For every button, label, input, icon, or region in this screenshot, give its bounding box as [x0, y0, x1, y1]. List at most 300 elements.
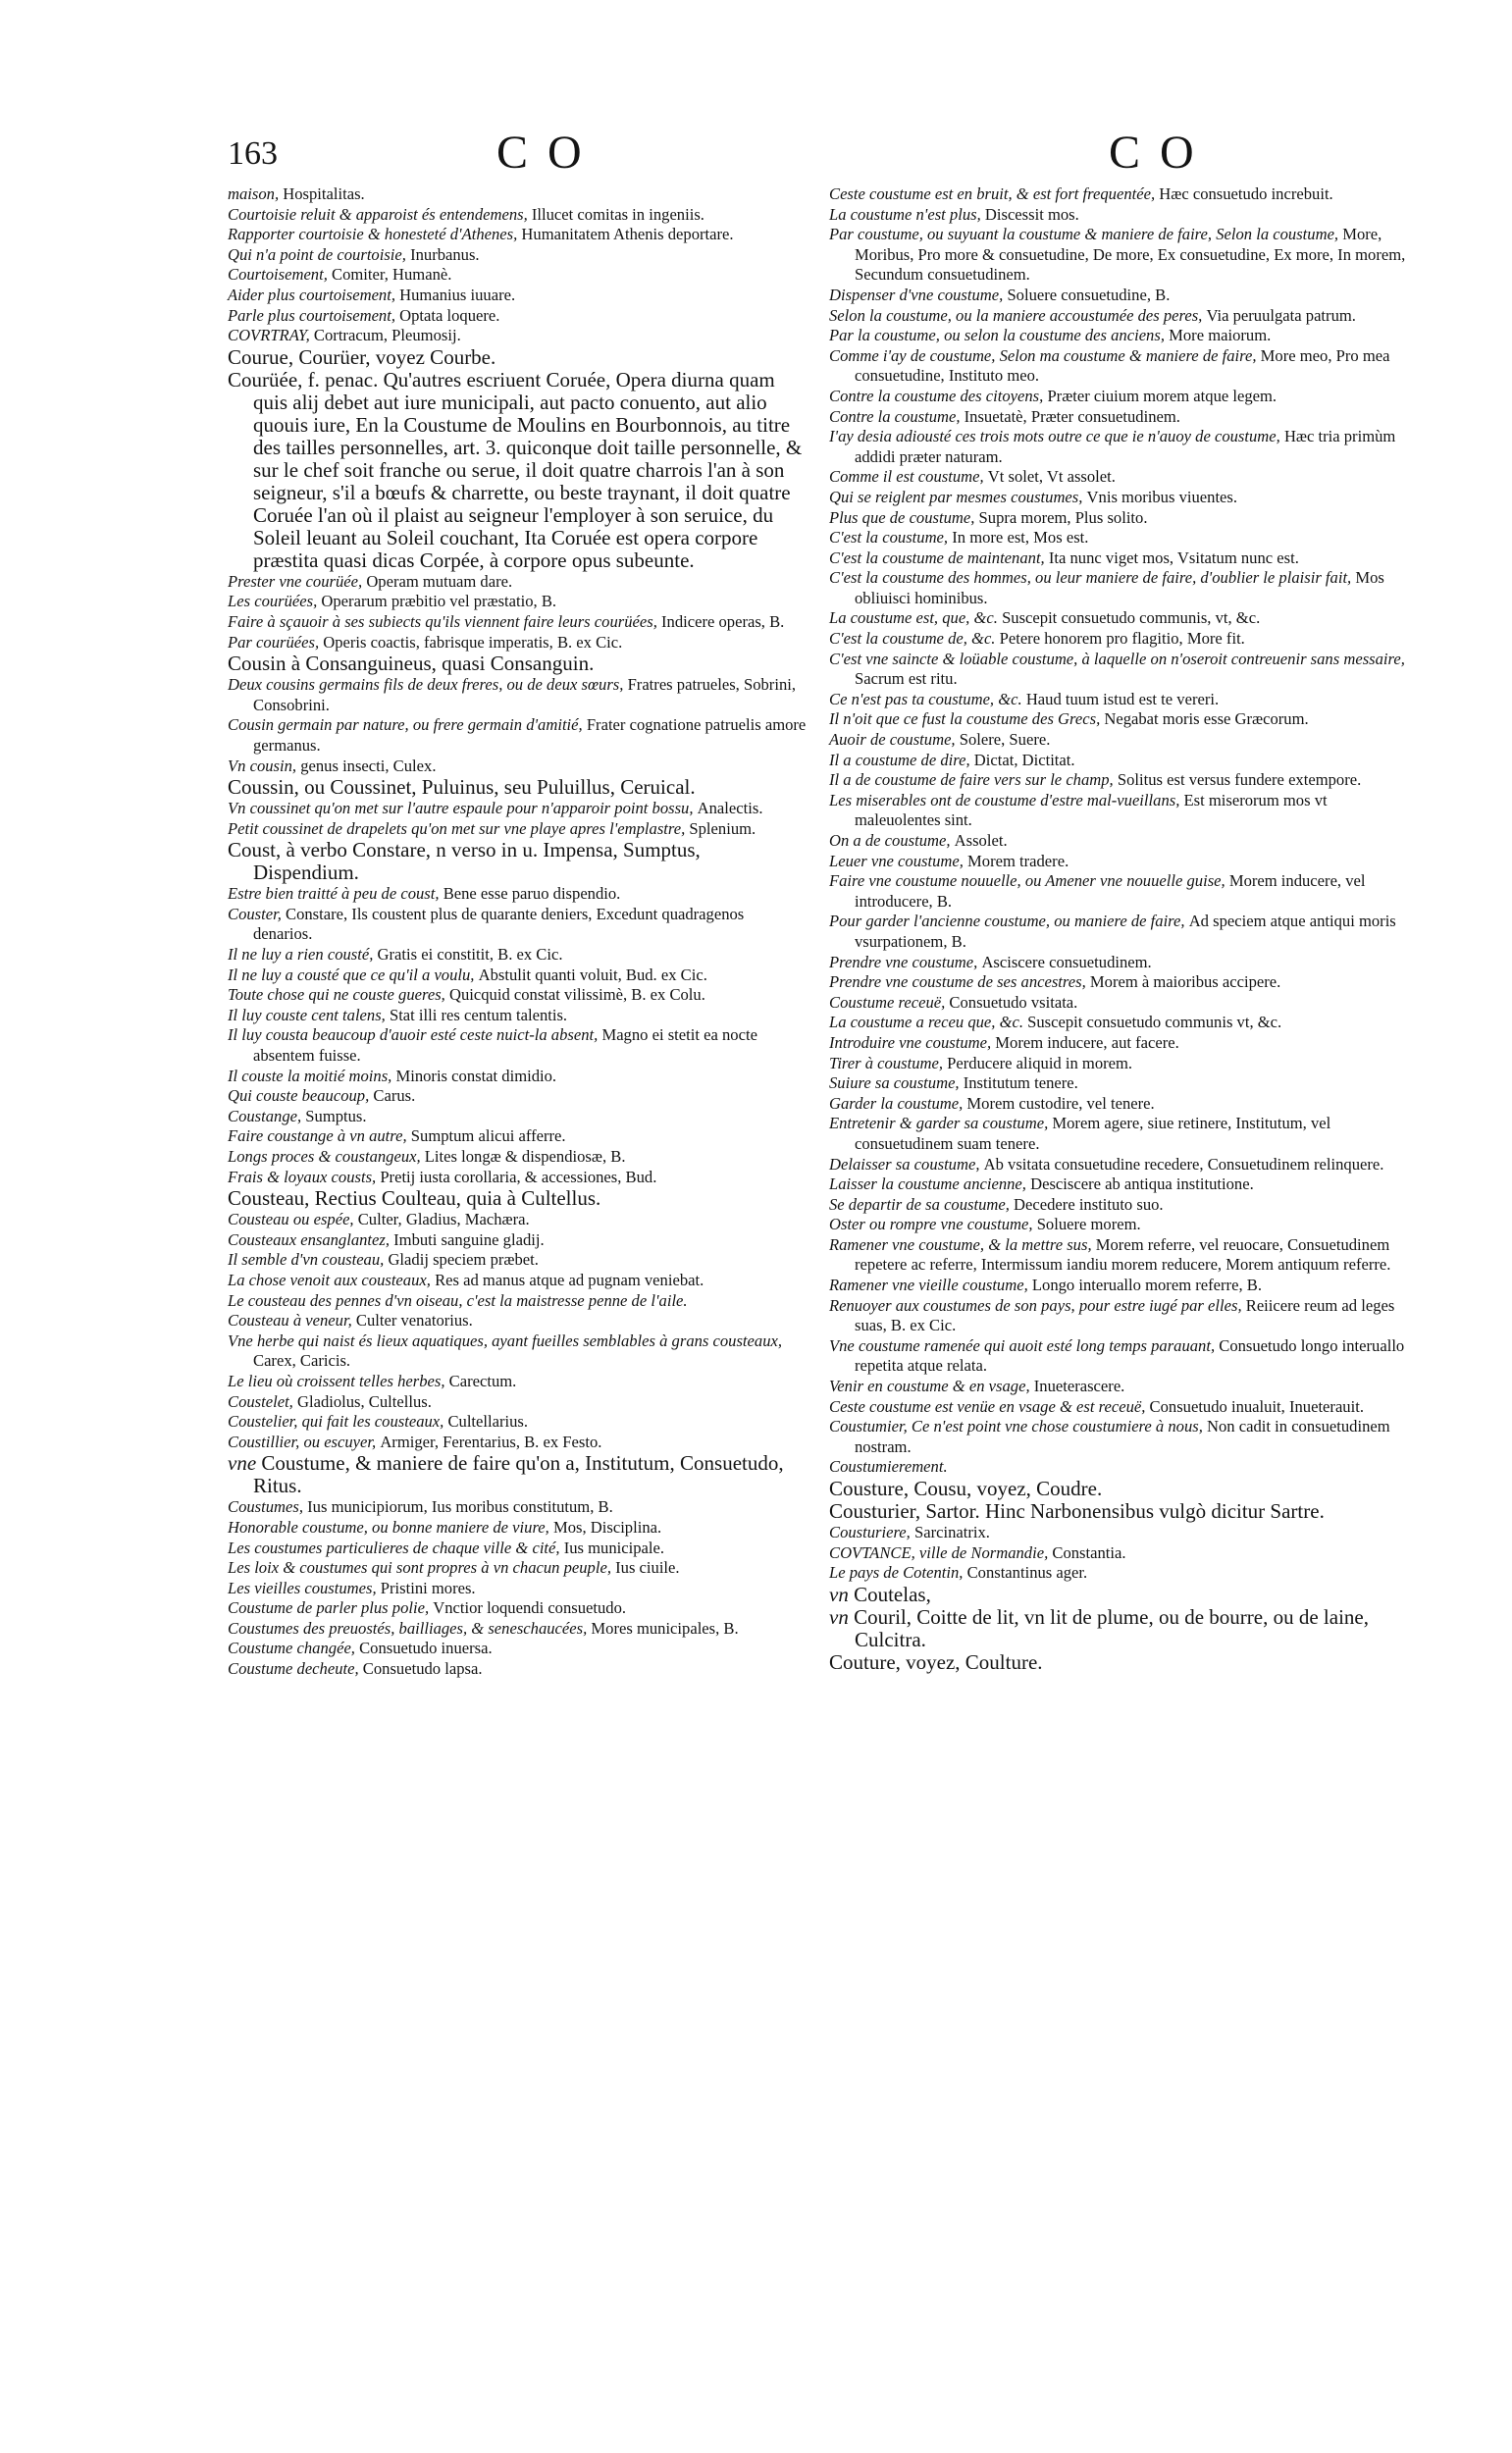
entry-latin: Optata loquere. — [399, 305, 500, 325]
dictionary-entry — [829, 791, 1408, 831]
dictionary-entry — [829, 1500, 1408, 1523]
entry-french: vn — [829, 1582, 855, 1606]
entry-french: Coustumes, — [228, 1497, 308, 1517]
entry-latin: Assolet. — [954, 831, 1008, 850]
entry-latin: Ius municipiorum, Ius moribus constitutum, B. — [307, 1497, 613, 1517]
dictionary-entry — [829, 912, 1408, 952]
dictionary-entry — [228, 1107, 807, 1127]
dictionary-entry — [829, 1377, 1408, 1397]
entry-latin: Constare, Ils coustent plus de quarante deniers, Excedunt quadragenos denarios. — [253, 904, 745, 944]
dictionary-entry — [829, 568, 1408, 608]
entry-french: C'est la coustume, — [829, 528, 953, 548]
entry-french: Coustume de parler plus polie, — [228, 1598, 434, 1618]
dictionary-entry — [228, 945, 807, 966]
dictionary-entry — [829, 407, 1408, 428]
entry-latin: More maiorum. — [1169, 326, 1272, 345]
dictionary-entry — [829, 690, 1408, 710]
entry-latin: Perducere aliquid in morem. — [947, 1053, 1133, 1072]
entry-latin: Humanitatem Athenis deportare. — [521, 225, 734, 244]
entry-french: Coustelet, — [228, 1391, 297, 1411]
entry-french: Faire coustange à vn autre, — [228, 1126, 411, 1146]
dictionary-entry — [228, 1579, 807, 1599]
entry-latin: Constantinus ager. — [966, 1563, 1088, 1583]
entry-french: Toute chose qui ne couste gueres, — [228, 985, 449, 1005]
entry-latin: Operis coactis, fabrisque imperatis, B. ex Cic. — [323, 632, 623, 652]
entry-french: Cousin germain par nature, ou frere germain d'amitié, — [228, 715, 587, 735]
entry-french: Petit coussinet de drapelets qu'on met sur vne playe apres l'emplastre, — [228, 818, 690, 838]
entry-latin: Fratres patrueles, Sobrini, Consobrini. — [253, 675, 796, 714]
entry-latin: Cortracum, Pleumosij. — [313, 326, 461, 345]
dictionary-entry — [829, 1013, 1408, 1033]
entry-french: Entretenir & garder sa coustume, — [829, 1114, 1053, 1133]
dictionary-entry — [829, 709, 1408, 730]
entry-latin: Pristini mores. — [380, 1578, 476, 1597]
entry-latin: Coustume, & maniere de faire qu'on a, Institutum, Consuetudo, Ritus. — [253, 1451, 784, 1498]
dictionary-entry — [228, 1147, 807, 1168]
entry-latin: Gladij speciem præbet. — [388, 1250, 539, 1270]
entry-latin: Frater cognatione patruelis amore germanus. — [253, 715, 807, 755]
entry-latin: Inurbanus. — [410, 244, 480, 264]
entry-latin: Soluere consuetudine, B. — [1007, 285, 1171, 304]
entry-latin: Illucet comitas in ingeniis. — [531, 204, 704, 224]
entry-french: Cousteau ou espée, — [228, 1210, 358, 1229]
entry-latin: Indicere operas, B. — [661, 611, 785, 631]
entry-latin: Magno ei stetit ea nocte absentem fuisse. — [253, 1025, 757, 1066]
entry-french: Vne herbe qui naist és lieux aquatiques, ayant fueilles semblables à grans cousteaux, — [228, 1331, 783, 1350]
running-head-right: C O — [1109, 127, 1198, 179]
dictionary-entry — [829, 548, 1408, 569]
dictionary-entry — [829, 1584, 1408, 1606]
entry-latin: Mores municipales, B. — [591, 1618, 739, 1638]
entry-french: Prendre vne coustume, — [829, 952, 982, 971]
entry-french: Dispenser d'vne coustume, — [829, 285, 1008, 304]
entry-latin: Cousin à Consanguineus, quasi Consanguin. — [228, 652, 595, 676]
entry-latin: Ius municipale. — [563, 1538, 665, 1557]
entry-latin: Solitus est versus fundere extempore. — [1117, 770, 1362, 790]
entry-latin: Quicquid constat vilissimè, B. ex Colu. — [448, 985, 705, 1005]
entry-latin: Discessit mos. — [984, 204, 1079, 224]
entry-french: Ramener vne vieille coustume, — [829, 1276, 1032, 1295]
entry-french: Vne coustume ramenée qui auoit esté long temps parauant, — [829, 1335, 1220, 1355]
entry-latin: Hospitalitas. — [283, 184, 365, 203]
entry-french: Selon la coustume, ou la maniere accoustumée des peres, — [829, 305, 1207, 325]
entry-french: Il ne luy a cousté que ce qu'il a voulu, — [228, 965, 479, 984]
entry-latin: Carectum. — [448, 1371, 517, 1390]
dictionary-entry — [228, 1412, 807, 1433]
dictionary-entry — [228, 652, 807, 675]
dictionary-entry — [228, 326, 807, 346]
entry-french: Cousteau à veneur, — [228, 1311, 356, 1331]
dictionary-entry — [228, 1497, 807, 1518]
entry-french: Parle plus courtoisement, — [228, 305, 400, 325]
dictionary-entry — [228, 1086, 807, 1107]
dictionary-entry — [228, 1518, 807, 1539]
dictionary-entry — [228, 757, 807, 777]
entry-french: COVTANCE, ville de Normandie, — [829, 1542, 1053, 1562]
dictionary-entry — [228, 1452, 807, 1497]
entry-french: Coustume changée, — [228, 1639, 360, 1658]
entry-french: Comme il est coustume, — [829, 467, 988, 487]
entry-french: Coustillier, ou escuyer, — [228, 1432, 381, 1451]
entry-latin: Pretij iusta corollaria, & accessiones, Bud. — [380, 1167, 657, 1186]
entry-french: Laisser la coustume ancienne, — [829, 1174, 1031, 1194]
entry-latin: Analectis. — [697, 799, 763, 818]
dictionary-entry — [829, 1235, 1408, 1276]
entry-french: Garder la coustume, — [829, 1093, 967, 1113]
dictionary-entry — [228, 819, 807, 840]
entry-french: Courtoisement, — [228, 265, 333, 285]
entry-latin: Coust, à verbo Constare, n verso in u. Impensa, Sumptus, Dispendium. — [228, 838, 701, 885]
entry-french: Vn coussinet qu'on met sur l'autre espaule pour n'apparoir point bossu, — [228, 799, 698, 818]
dictionary-entry — [228, 1168, 807, 1188]
entry-french: Renuoyer aux coustumes de son pays, pour estre iugé par elles, — [829, 1295, 1246, 1315]
entry-latin: Gratis ei constitit, B. ex Cic. — [377, 945, 563, 965]
entry-latin: Morem inducere, aut facere. — [995, 1032, 1179, 1052]
entry-french: Il n'oit que ce fust la coustume des Grecs, — [829, 709, 1105, 729]
entry-french: Contre la coustume des citoyens, — [829, 386, 1048, 405]
dictionary-entry — [829, 1033, 1408, 1054]
entry-french: La chose venoit aux cousteaux, — [228, 1270, 436, 1289]
entry-latin: Culter, Gladius, Machæra. — [357, 1210, 530, 1229]
page-header — [0, 126, 1512, 184]
entry-french: Suiure sa coustume, — [829, 1073, 964, 1093]
dictionary-entry — [228, 776, 807, 799]
entry-french: Plus que de coustume, — [829, 507, 979, 527]
entry-french: Le cousteau des pennes d'vn oiseau, c'est la maistresse penne de l'aile. — [228, 1290, 688, 1310]
entry-french: Le pays de Cotentin, — [829, 1563, 967, 1583]
dictionary-entry — [829, 972, 1408, 993]
entry-latin: Insuetatè, Præter consuetudinem. — [964, 406, 1180, 426]
entry-latin: Couture, voyez, Coulture. — [829, 1649, 1043, 1674]
dictionary-entry — [829, 1296, 1408, 1336]
dictionary-entry — [228, 346, 807, 369]
dictionary-entry — [829, 852, 1408, 872]
dictionary-entry — [829, 225, 1408, 286]
entry-latin: Cousteau, Rectius Coulteau, quia à Cultellus. — [228, 1186, 601, 1211]
entry-latin: genus insecti, Culex. — [300, 756, 437, 775]
dictionary-entry — [228, 1598, 807, 1619]
dictionary-entry — [829, 953, 1408, 973]
entry-french: Longs proces & coustangeux, — [228, 1147, 425, 1166]
right-column — [829, 184, 1408, 1674]
entry-latin: Sumptus. — [305, 1106, 367, 1125]
entry-french: Coustumierement. — [829, 1457, 948, 1477]
entry-french: Ceste coustume est venüe en vsage & est receuë, — [829, 1396, 1150, 1416]
entry-latin: Cultellarius. — [447, 1412, 529, 1432]
entry-french: Couster, — [228, 904, 287, 923]
entry-french: Delaisser sa coustume, — [829, 1154, 984, 1174]
entry-latin: Morem agere, siue retinere, Institutum, vel consuetudinem suam tenere. — [855, 1114, 1331, 1153]
entry-latin: Reiicere reum ad leges suas, B. ex Cic. — [855, 1295, 1395, 1335]
running-head-left: C O — [496, 127, 586, 179]
entry-french: Qui n'a point de courtoisie, — [228, 244, 411, 264]
entry-french: Coustumier, Ce n'est point vne chose coustumiere à nous, — [829, 1417, 1208, 1436]
entry-latin: Hæc consuetudo increbuit. — [1159, 184, 1333, 203]
entry-french: maison, — [228, 184, 284, 203]
dictionary-entry — [829, 1478, 1408, 1500]
entry-latin: Solere, Suere. — [959, 730, 1051, 750]
entry-french: Qui se reiglent par mesmes coustumes, — [829, 487, 1087, 506]
entry-latin: Morem inducere, vel introducere, B. — [855, 871, 1366, 911]
entry-french: Tirer à coustume, — [829, 1053, 948, 1072]
entry-latin: Operarum præbitio vel præstatio, B. — [321, 592, 557, 611]
dictionary-entry — [228, 633, 807, 653]
entry-french: I'ay desia adiousté ces trois mots outre ce que ie n'auoy de coustume, — [829, 427, 1284, 446]
entry-latin: Sarcinatrix. — [913, 1523, 990, 1541]
entry-french: C'est vne saincte & loüable coustume, à laquelle on n'oseroit contreuenir sans messaire, — [829, 649, 1405, 668]
entry-french: Coustume decheute, — [228, 1659, 363, 1679]
entry-latin: Consuetudo inualuit, Inueterauit. — [1149, 1396, 1364, 1416]
entry-latin: Dictat, Dictitat. — [973, 750, 1075, 769]
dictionary-entry — [829, 1276, 1408, 1296]
entry-latin: Gladiolus, Cultellus. — [296, 1391, 432, 1411]
dictionary-entry — [829, 831, 1408, 852]
dictionary-entry — [829, 1073, 1408, 1094]
dictionary-entry — [829, 205, 1408, 226]
entry-latin: Desciscere ab antiqua institutione. — [1030, 1174, 1254, 1194]
dictionary-entry — [228, 1372, 807, 1392]
dictionary-entry — [829, 1543, 1408, 1564]
entry-french: Comme i'ay de coustume, Selon ma coustume & maniere de faire, — [829, 345, 1261, 365]
entry-french: Par la coustume, ou selon la coustume des anciens, — [829, 326, 1170, 345]
dictionary-entry — [829, 528, 1408, 548]
dictionary-entry — [228, 905, 807, 945]
dictionary-entry — [829, 1563, 1408, 1584]
entry-french: Cousturiere, — [829, 1523, 914, 1541]
dictionary-entry — [228, 1230, 807, 1251]
entry-latin: Longo interuallo morem referre, B. — [1031, 1276, 1262, 1295]
entry-french: Coustelier, qui fait les cousteaux, — [228, 1412, 448, 1432]
dictionary-entry — [228, 1126, 807, 1147]
entry-latin: More meo, Pro mea consuetudine, Instituto meo. — [855, 345, 1390, 386]
dictionary-entry — [228, 572, 807, 593]
entry-latin: Comiter, Humanè. — [332, 265, 452, 285]
entry-latin: Consuetudo longo interuallo repetita atque relata. — [855, 1335, 1405, 1376]
dictionary-entry — [228, 592, 807, 612]
entry-latin: Via peruulgata patrum. — [1206, 305, 1356, 325]
entry-latin: Carex, Caricis. — [253, 1351, 351, 1371]
entry-latin: Vnctior loquendi consuetudo. — [433, 1598, 627, 1618]
entry-latin: Institutum tenere. — [963, 1073, 1078, 1093]
entry-latin: Imbuti sanguine gladij. — [393, 1229, 545, 1249]
dictionary-entry — [228, 286, 807, 306]
dictionary-entry — [228, 1619, 807, 1640]
entry-french: Il luy cousta beaucoup d'auoir esté ceste nuict-la absent, — [228, 1025, 602, 1045]
entry-french: Introduire vne coustume, — [829, 1032, 996, 1052]
entry-french: Coustume receuë, — [829, 992, 950, 1012]
dictionary-entry — [228, 799, 807, 819]
entry-french: Il couste la moitié moins, — [228, 1066, 396, 1085]
entry-french: Les courüées, — [228, 592, 322, 611]
entry-latin: Supra morem, Plus solito. — [978, 507, 1148, 527]
entry-latin: Couril, Coitte de lit, vn lit de plume, ou de bourre, ou de laine, Culcitra. — [854, 1604, 1369, 1651]
entry-french: Les coustumes particulieres de chaque ville & cité, — [228, 1538, 564, 1557]
dictionary-entry — [228, 675, 807, 715]
dictionary-entry — [228, 306, 807, 327]
entry-latin: Sumptum alicui afferre. — [410, 1126, 566, 1146]
entry-french: Oster ou rompre vne coustume, — [829, 1215, 1037, 1234]
entry-french: C'est la coustume des hommes, ou leur maniere de faire, d'oublier le plaisir fait, — [829, 568, 1356, 588]
dictionary-entry — [829, 608, 1408, 629]
entry-latin: Morem tradere. — [967, 851, 1069, 870]
entry-latin: Humanius iuuare. — [399, 285, 516, 304]
dictionary-entry — [228, 1558, 807, 1579]
entry-latin: Consuetudo vsitata. — [949, 992, 1078, 1012]
entry-french: Coustange, — [228, 1106, 306, 1125]
entry-french: Ceste coustume est en bruit, & est fort frequentée, — [829, 184, 1160, 203]
entry-latin: Sacrum est ritu. — [855, 669, 958, 689]
entry-latin: Morem à maioribus accipere. — [1089, 972, 1281, 992]
entry-french: Par coustume, ou suyuant la coustume & maniere de faire, Selon la coustume, — [829, 225, 1343, 244]
dictionary-entry — [228, 184, 807, 205]
dictionary-entry — [829, 650, 1408, 690]
dictionary-entry — [228, 1331, 807, 1372]
dictionary-entry — [228, 265, 807, 286]
page-number: 163 — [228, 135, 278, 172]
dictionary-entry — [829, 1397, 1408, 1418]
entry-latin: In more est, Mos est. — [952, 528, 1089, 548]
entry-latin: Cousture, Cousu, voyez, Coudre. — [829, 1477, 1103, 1500]
entry-french: Prendre vne coustume de ses ancestres, — [829, 972, 1090, 992]
dictionary-entry — [829, 770, 1408, 791]
entry-latin: Stat illi res centum talentis. — [389, 1005, 568, 1024]
dictionary-entry — [829, 730, 1408, 751]
entry-french: Cousteaux ensanglantez, — [228, 1229, 394, 1249]
dictionary-entry — [829, 1417, 1408, 1457]
entry-latin: Morem referre, vel reuocare, Consuetudinem repetere ac referre, Intermissum iandiu morem reducere, Morem antiquum referre. — [855, 1234, 1391, 1275]
dictionary-entry — [228, 966, 807, 986]
entry-french: Courtoisie reluit & apparoist és entendemens, — [228, 204, 532, 224]
entry-latin: Res ad manus atque ad pugnam veniebat. — [435, 1270, 704, 1289]
dictionary-entry — [228, 225, 807, 245]
dictionary-entry — [829, 488, 1408, 508]
dictionary-entry — [829, 1174, 1408, 1195]
entry-french: Honorable coustume, ou bonne maniere de viure, — [228, 1517, 553, 1537]
entry-latin: Negabat moris esse Græcorum. — [1104, 709, 1309, 729]
entry-french: Il a de coustume de faire vers sur le champ, — [829, 770, 1118, 790]
entry-latin: Ius ciuile. — [615, 1558, 680, 1578]
dictionary-entry — [228, 985, 807, 1006]
entry-french: Les loix & coustumes qui sont propres à vn chacun peuple, — [228, 1558, 616, 1578]
entry-french: Leuer vne coustume, — [829, 851, 968, 870]
dictionary-entry — [829, 1457, 1408, 1478]
entry-latin: Abstulit quanti voluit, Bud. ex Cic. — [478, 965, 707, 984]
dictionary-entry — [228, 1271, 807, 1291]
entry-latin: Minoris constat dimidio. — [395, 1066, 557, 1085]
dictionary-entry — [829, 1523, 1408, 1543]
entry-latin: Haud tuum istud est te vereri. — [1025, 689, 1220, 708]
entry-latin: Ab vsitata consuetudine recedere, Consuetudinem relinquere. — [983, 1154, 1384, 1174]
entry-latin: Cousturier, Sartor. Hinc Narbonensibus vulgò dicitur Sartre. — [829, 1499, 1325, 1523]
dictionary-entry — [228, 1210, 807, 1230]
dictionary-entry — [829, 1651, 1408, 1674]
dictionary-entry — [228, 1639, 807, 1659]
entry-latin: Morem custodire, vel tenere. — [966, 1093, 1155, 1113]
entry-latin: Lites longæ & dispendiosæ, B. — [424, 1147, 626, 1166]
entry-latin: Consuetudo inuersa. — [359, 1639, 493, 1658]
entry-french: La coustume a receu que, &c. — [829, 1013, 1028, 1032]
entry-french: La coustume est, que, &c. — [829, 608, 1003, 628]
entry-latin: Armiger, Ferentarius, B. ex Festo. — [380, 1432, 602, 1451]
dictionary-entry — [228, 1067, 807, 1087]
entry-french: Il a coustume de dire, — [829, 750, 974, 769]
dictionary-entry — [829, 467, 1408, 488]
entry-french: Se departir de sa coustume, — [829, 1194, 1015, 1214]
entry-french: Le lieu où croissent telles herbes, — [228, 1371, 449, 1390]
entry-french: Les vieilles coustumes, — [228, 1578, 381, 1597]
dictionary-entry — [228, 1025, 807, 1066]
entry-french: Pour garder l'ancienne coustume, ou maniere de faire, — [829, 912, 1189, 931]
entry-french: Contre la coustume, — [829, 406, 965, 426]
dictionary-entry — [228, 245, 807, 266]
entry-latin: Mos obliuisci hominibus. — [855, 568, 1384, 607]
entry-french: Aider plus courtoisement, — [228, 285, 400, 304]
dictionary-entry — [829, 1094, 1408, 1115]
entry-french: Faire à sçauoir à ses subiects qu'ils viennent faire leurs courüées, — [228, 611, 661, 631]
entry-french: La coustume n'est plus, — [829, 204, 985, 224]
dictionary-entry — [228, 1291, 807, 1312]
entry-french: Ce n'est pas ta coustume, &c. — [829, 689, 1026, 708]
entry-french: Auoir de coustume, — [829, 730, 960, 750]
entry-french: Par courüées, — [228, 632, 324, 652]
entry-french: Il luy couste cent talens, — [228, 1005, 390, 1024]
entry-french: C'est la coustume de, &c. — [829, 629, 1000, 649]
entry-latin: Courue, Courüer, voyez Courbe. — [228, 344, 496, 369]
dictionary-entry — [228, 884, 807, 905]
entry-latin: Culter venatorius. — [355, 1311, 473, 1331]
entry-latin: Splenium. — [689, 818, 756, 838]
dictionary-entry — [829, 306, 1408, 327]
entry-latin: Operam mutuam dare. — [366, 571, 513, 591]
entry-french: Ramener vne coustume, & la mettre sus, — [829, 1234, 1096, 1254]
entry-french: vn — [829, 1604, 855, 1629]
entry-latin: Præter ciuium morem atque legem. — [1047, 386, 1277, 405]
entry-latin: Mos, Disciplina. — [552, 1517, 662, 1537]
dictionary-entry — [829, 993, 1408, 1014]
dictionary-entry — [228, 1392, 807, 1413]
left-column — [228, 184, 807, 1680]
entry-latin: Suscepit consuetudo communis, vt, &c. — [1002, 608, 1261, 628]
dictionary-entry — [829, 1054, 1408, 1074]
dictionary-entry — [228, 205, 807, 226]
dictionary-entry — [228, 1250, 807, 1271]
entry-latin: Ad speciem atque antiqui moris vsurpationem, B. — [855, 912, 1396, 951]
dictionary-entry — [228, 839, 807, 884]
entry-latin: Hæc tria primùm addidi præter naturam. — [855, 427, 1396, 466]
entry-latin: Courüée, f. penac. Qu'autres escriuent Coruée, Opera diurna quam quis alij debet aut iure municipali, aut pacto conuento, aut alio quouis iure, En la Coustume de Moulins en Bourbonnois, au titre des tailles personnelles, art. 3. quiconque doit taille personnelle, & sur le chef soit franche ou serue, il doit quatre charrois l'an à son seigneur, s'il a bœufs & charrette, ou beste traynant, il doit quatre Coruée l'an où il plaist au seigneur l'employer à son seruice, du Soleil leuant au Soleil couchant, Ita Coruée est opera corpore præstita quasi dicas Corpée, à corpore opus subeunte. — [228, 367, 803, 572]
entry-french: Estre bien traitté à peu de coust, — [228, 884, 443, 904]
dictionary-entry — [228, 1187, 807, 1210]
dictionary-entry — [228, 1539, 807, 1559]
entry-french: On a de coustume, — [829, 831, 955, 850]
entry-latin: Inueterascere. — [1033, 1377, 1125, 1396]
dictionary-entry — [829, 286, 1408, 306]
entry-latin: Petere honorem pro flagitio, More fit. — [999, 629, 1245, 649]
dictionary-entry — [829, 1195, 1408, 1216]
entry-french: Coustumes des preuostés, bailliages, & seneschaucées, — [228, 1618, 592, 1638]
dictionary-entry — [829, 1215, 1408, 1235]
dictionary-entry — [829, 871, 1408, 912]
dictionary-entry — [228, 1311, 807, 1331]
entry-latin: Decedere instituto suo. — [1014, 1194, 1164, 1214]
dictionary-entry — [829, 1114, 1408, 1154]
dictionary-entry — [829, 1155, 1408, 1175]
entry-latin: Coussin, ou Coussinet, Puluinus, seu Puluillus, Ceruical. — [228, 775, 696, 800]
entry-french: Qui couste beaucoup, — [228, 1086, 374, 1106]
entry-latin: More, Moribus, Pro more & consuetudine, De more, Ex consuetudine, Ex more, In morem, Secundum consuetudinem. — [855, 225, 1406, 285]
dictionary-entry — [829, 326, 1408, 346]
entry-french: Venir en coustume & en vsage, — [829, 1377, 1034, 1396]
